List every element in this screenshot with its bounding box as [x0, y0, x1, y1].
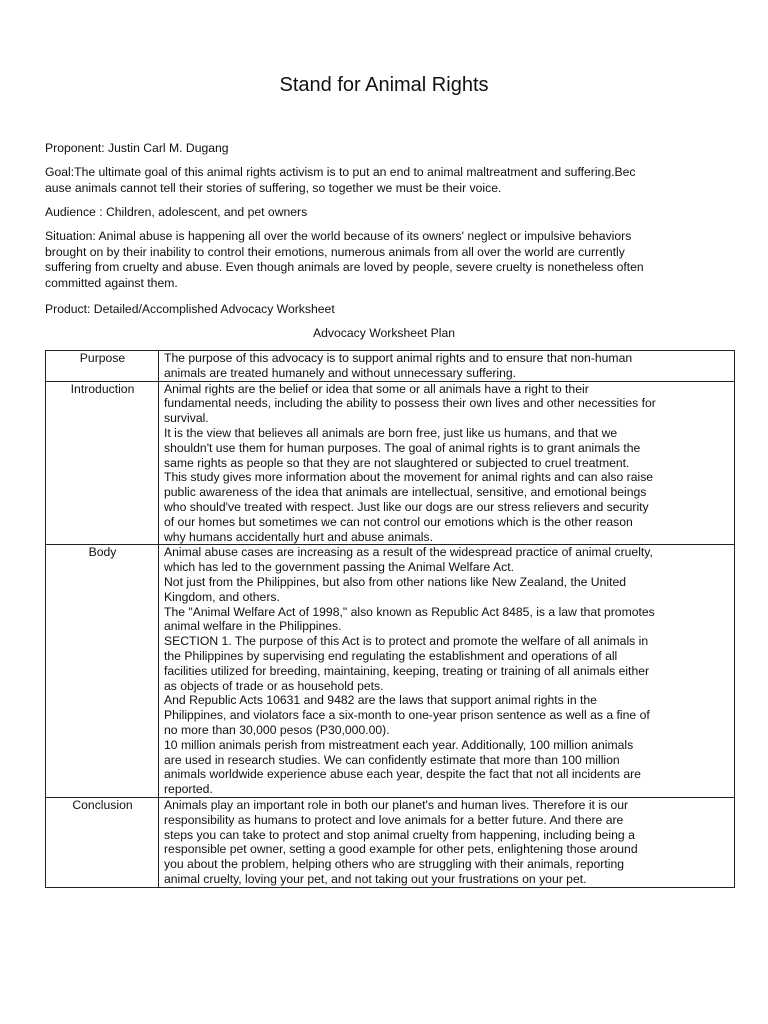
row-content: The purpose of this advocacy is to support animal rights and to ensure that non-human animals are treated humanely and without unnecessary suffering. [159, 351, 735, 382]
document-title: Stand for Animal Rights [279, 74, 489, 96]
row-label: Body [46, 545, 159, 798]
row-label: Purpose [46, 351, 159, 382]
product-line: Product: Detailed/Accomplished Advocacy Worksheet [45, 302, 335, 316]
advocacy-plan-table [45, 350, 735, 888]
table-row-conclusion [46, 797, 735, 887]
row-content: Animal rights are the belief or idea that some or all animals have a right to their fundamental needs, including the ability to possess their own lives and other necessities for survival. It is the view that believes all animals are born free, just like us humans, and that we shouldn't use them for human purposes. The goal of animal rights is to grant animals the same rights as people so that they are not slaughtered or subjected to cruel treatment. This study gives more information about the movement for animal rights and can also raise public awareness of the idea that animals are intellectual, sensitive, and emotional beings who should've treated with respect. Just like our dogs are our stress relievers and security of our homes but sometimes we can not control our emotions which is the other reason why humans accidentally hurt and abuse animals. [159, 381, 735, 545]
table-row-purpose [46, 351, 735, 382]
audience-line: Audience : Children, adolescent, and pet owners [45, 205, 308, 219]
table-row-body [46, 545, 735, 798]
row-content: Animals play an important role in both our planet's and human lives. Therefore it is our responsibility as humans to protect and love animals for a better future. And there are steps you can take to protect and stop animal cruelty from happening, including being a responsible pet owner, setting a good example for other pets, enlightening those around you about the problem, helping others who are struggling with their animals, reporting animal cruelty, loving your pet, and not taking out your frustrations on your pet. [159, 797, 735, 887]
goal-paragraph: Goal:The ultimate goal of this animal rights activism is to put an end to animal maltreatment and suffering.Bec ause animals cannot tell their stories of suffering, so together we must be their voice. [45, 165, 636, 195]
situation-paragraph: Situation: Animal abuse is happening all over the world because of its owners' neglect or impulsive behaviors brought on by their inability to control their emotions, numerous animals from all over the world are currently suffering from cruelty and abuse. Even though animals are loved by people, severe cruelty is nonetheless often committed against them. [45, 229, 644, 290]
plan-title: Advocacy Worksheet Plan [312, 326, 456, 340]
row-content: Animal abuse cases are increasing as a result of the widespread practice of animal cruelty, which has led to the government passing the Animal Welfare Act. Not just from the Philippines, but also from other nations like New Zealand, the United Kingdom, and others. The "Animal Welfare Act of 1998," also known as Republic Act 8485, is a law that promotes animal welfare in the Philippines. SECTION 1. The purpose of this Act is to protect and promote the welfare of all animals in the Philippines by supervising end regulating the establishment and operations of all facilities utilized for breeding, maintaining, keeping, treating or training of all animals either as objects of trade or as household pets. And Republic Acts 10631 and 9482 are the laws that support animal rights in the Philippines, and violators face a six-month to one-year prison sentence as well as a fine of no more than 30,000 pesos (P30,000.00). 10 million animals perish from mistreatment each year. Additionally, 100 million animals are used in research studies. We can confidently estimate that more than 100 million animals worldwide experience abuse each year, despite the fact that not all incidents are reported. [159, 545, 735, 798]
proponent-line: Proponent: Justin Carl M. Dugang [45, 141, 229, 155]
table-row-introduction [46, 381, 735, 545]
row-label: Conclusion [46, 797, 159, 887]
row-label: Introduction [46, 381, 159, 545]
